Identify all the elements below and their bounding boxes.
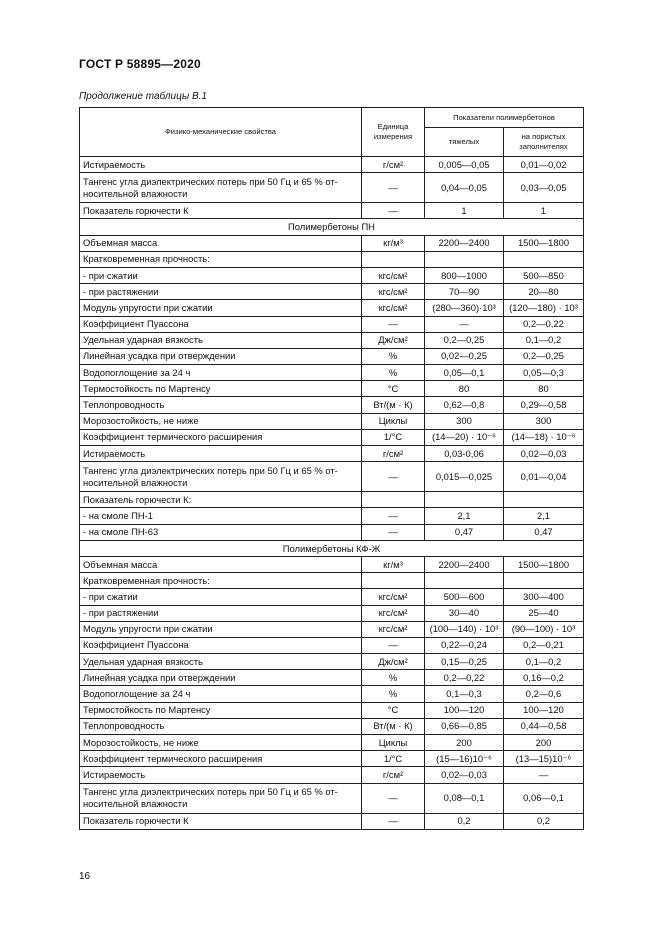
page-number: 16 bbox=[79, 871, 91, 882]
property-name-cell: - при сжатии bbox=[80, 267, 362, 283]
heavy-value-cell: 0,15—0,25 bbox=[425, 654, 504, 670]
heavy-value-cell: 300 bbox=[425, 413, 504, 429]
property-name-cell: Коэффициент Пуассона bbox=[80, 637, 362, 653]
porous-value-cell: 0,03—0,05 bbox=[504, 173, 584, 203]
porous-value-cell: 1500—1800 bbox=[504, 235, 584, 251]
porous-value-cell: 0,2 bbox=[504, 813, 584, 829]
column-header-unit: Единица измерения bbox=[362, 108, 425, 157]
porous-value-cell bbox=[504, 573, 584, 589]
table-row bbox=[80, 203, 584, 219]
unit-cell: г/см² bbox=[362, 157, 425, 173]
property-name-cell: Кратковременная прочность: bbox=[80, 573, 362, 589]
porous-value-cell: 0,29—0,58 bbox=[504, 397, 584, 413]
porous-value-cell: 25—40 bbox=[504, 605, 584, 621]
porous-value-cell: 200 bbox=[504, 735, 584, 751]
property-name-cell: Истираемость bbox=[80, 767, 362, 783]
heavy-value-cell: 80 bbox=[425, 381, 504, 397]
unit-cell: °С bbox=[362, 702, 425, 718]
unit-cell: кгс/см² bbox=[362, 589, 425, 605]
properties-table bbox=[79, 107, 584, 830]
unit-cell: — bbox=[362, 637, 425, 653]
column-header-property: Физико-механические свойства bbox=[80, 108, 362, 157]
property-name-cell: Водопоглощение за 24 ч bbox=[80, 365, 362, 381]
unit-cell: Дж/см² bbox=[362, 332, 425, 348]
porous-value-cell: 300—400 bbox=[504, 589, 584, 605]
unit-cell: кг/м³ bbox=[362, 235, 425, 251]
property-name-cell: Удельная ударная вязкость bbox=[80, 332, 362, 348]
heavy-value-cell: 800—1000 bbox=[425, 267, 504, 283]
table-row bbox=[80, 157, 584, 173]
property-name-cell: Коэффициент термического расширения bbox=[80, 429, 362, 445]
heavy-value-cell: 0,66—0,85 bbox=[425, 718, 504, 734]
unit-cell: — bbox=[362, 316, 425, 332]
unit-cell: 1/°С bbox=[362, 751, 425, 767]
table-row bbox=[80, 492, 584, 508]
property-name-cell: Показатель горючести К: bbox=[80, 492, 362, 508]
table-row bbox=[80, 783, 584, 813]
porous-value-cell: 0,2—0,21 bbox=[504, 637, 584, 653]
porous-value-cell: 20—80 bbox=[504, 284, 584, 300]
table-row bbox=[80, 413, 584, 429]
unit-cell: Циклы bbox=[362, 735, 425, 751]
property-name-cell: - при растяжении bbox=[80, 605, 362, 621]
table-row bbox=[80, 267, 584, 283]
heavy-value-cell: 0,47 bbox=[425, 524, 504, 540]
property-name-cell: Объемная масса bbox=[80, 235, 362, 251]
unit-cell: — bbox=[362, 203, 425, 219]
heavy-value-cell: (14—20) · 10⁻⁶ bbox=[425, 429, 504, 445]
heavy-value-cell: 30—40 bbox=[425, 605, 504, 621]
porous-value-cell: 0,2—0,6 bbox=[504, 686, 584, 702]
porous-value-cell: 100—120 bbox=[504, 702, 584, 718]
table-row bbox=[80, 605, 584, 621]
table-row bbox=[80, 508, 584, 524]
unit-cell: — bbox=[362, 508, 425, 524]
unit-cell: кгс/см² bbox=[362, 605, 425, 621]
table-row bbox=[80, 365, 584, 381]
unit-cell: Дж/см² bbox=[362, 654, 425, 670]
property-name-cell: Морозостойкость, не ниже bbox=[80, 413, 362, 429]
table-row bbox=[80, 462, 584, 492]
heavy-value-cell: 0,1—0,3 bbox=[425, 686, 504, 702]
property-name-cell: Показатель горючести К bbox=[80, 813, 362, 829]
table-row bbox=[80, 670, 584, 686]
table-row bbox=[80, 589, 584, 605]
unit-cell: — bbox=[362, 524, 425, 540]
property-name-cell: Удельная ударная вязкость bbox=[80, 654, 362, 670]
heavy-value-cell: (15—16)10⁻⁶ bbox=[425, 751, 504, 767]
table-row bbox=[80, 235, 584, 251]
porous-value-cell bbox=[504, 251, 584, 267]
porous-value-cell: 0,16—0,2 bbox=[504, 670, 584, 686]
property-name-cell: Кратковременная прочность: bbox=[80, 251, 362, 267]
property-name-cell: Линейная усадка при отверждении bbox=[80, 348, 362, 364]
property-name-cell: Водопоглощение за 24 ч bbox=[80, 686, 362, 702]
unit-cell: 1/°С bbox=[362, 429, 425, 445]
unit-cell: — bbox=[362, 783, 425, 813]
porous-value-cell: 500—850 bbox=[504, 267, 584, 283]
heavy-value-cell: 0,08—0,1 bbox=[425, 783, 504, 813]
table-row bbox=[80, 173, 584, 203]
unit-cell: г/см² bbox=[362, 446, 425, 462]
property-name-cell: Истираемость bbox=[80, 446, 362, 462]
property-name-cell: - на смоле ПН-63 bbox=[80, 524, 362, 540]
table-row bbox=[80, 767, 584, 783]
heavy-value-cell bbox=[425, 251, 504, 267]
table-row bbox=[80, 573, 584, 589]
porous-value-cell: (13—15)10⁻⁶ bbox=[504, 751, 584, 767]
heavy-value-cell: 0,62—0,8 bbox=[425, 397, 504, 413]
table-row bbox=[80, 637, 584, 653]
table-row bbox=[80, 429, 584, 445]
property-name-cell: Коэффициент термического расширения bbox=[80, 751, 362, 767]
heavy-value-cell: 0,03-0,06 bbox=[425, 446, 504, 462]
unit-cell: Вт/(м · К) bbox=[362, 718, 425, 734]
property-name-cell: Показатель горючести К bbox=[80, 203, 362, 219]
heavy-value-cell: 0,02—0,25 bbox=[425, 348, 504, 364]
property-name-cell: Модуль упругости при сжатии bbox=[80, 621, 362, 637]
unit-cell: % bbox=[362, 365, 425, 381]
property-name-cell: Тангенс угла диэлектрических потерь при 50 Гц и 65 % от-носительной влажности bbox=[80, 783, 362, 813]
porous-value-cell: 2,1 bbox=[504, 508, 584, 524]
porous-value-cell: 1 bbox=[504, 203, 584, 219]
porous-value-cell: (14—18) · 10⁻⁶ bbox=[504, 429, 584, 445]
heavy-value-cell: 2,1 bbox=[425, 508, 504, 524]
property-name-cell: Коэффициент Пуассона bbox=[80, 316, 362, 332]
section-title: Полимербетоны ПН bbox=[80, 219, 584, 235]
porous-value-cell: 0,47 bbox=[504, 524, 584, 540]
section-row bbox=[80, 219, 584, 235]
porous-value-cell: (90—100) · 10³ bbox=[504, 621, 584, 637]
unit-cell: Циклы bbox=[362, 413, 425, 429]
table-row bbox=[80, 702, 584, 718]
heavy-value-cell: 0,2—0,25 bbox=[425, 332, 504, 348]
porous-value-cell: 0,2—0,22 bbox=[504, 316, 584, 332]
column-header-group: Показатели полимербетонов bbox=[425, 108, 584, 128]
heavy-value-cell bbox=[425, 492, 504, 508]
table-row bbox=[80, 718, 584, 734]
property-name-cell: Морозостойкость, не ниже bbox=[80, 735, 362, 751]
property-name-cell: - на смоле ПН-1 bbox=[80, 508, 362, 524]
table-row bbox=[80, 332, 584, 348]
property-name-cell: - при растяжении bbox=[80, 284, 362, 300]
table-caption: Продолжение таблицы В.1 bbox=[79, 91, 207, 102]
property-name-cell: Тангенс угла диэлектрических потерь при 50 Гц и 65 % от-носительной влажности bbox=[80, 173, 362, 203]
porous-value-cell: 80 bbox=[504, 381, 584, 397]
porous-value-cell: 0,01—0,04 bbox=[504, 462, 584, 492]
unit-cell bbox=[362, 251, 425, 267]
unit-cell: кгс/см² bbox=[362, 284, 425, 300]
property-name-cell: Теплопроводность bbox=[80, 718, 362, 734]
heavy-value-cell: 2200—2400 bbox=[425, 235, 504, 251]
porous-value-cell: 300 bbox=[504, 413, 584, 429]
heavy-value-cell: 70—90 bbox=[425, 284, 504, 300]
property-name-cell: Объемная масса bbox=[80, 556, 362, 572]
heavy-value-cell: 1 bbox=[425, 203, 504, 219]
unit-cell bbox=[362, 573, 425, 589]
unit-cell: кгс/см² bbox=[362, 267, 425, 283]
table-row bbox=[80, 813, 584, 829]
property-name-cell: Теплопроводность bbox=[80, 397, 362, 413]
property-name-cell: - при сжатии bbox=[80, 589, 362, 605]
unit-cell: % bbox=[362, 686, 425, 702]
unit-cell: Вт/(м · К) bbox=[362, 397, 425, 413]
heavy-value-cell: 500—600 bbox=[425, 589, 504, 605]
heavy-value-cell: 2200—2400 bbox=[425, 556, 504, 572]
unit-cell: — bbox=[362, 173, 425, 203]
table-row bbox=[80, 316, 584, 332]
unit-cell: кгс/см² bbox=[362, 621, 425, 637]
porous-value-cell bbox=[504, 492, 584, 508]
table-row bbox=[80, 381, 584, 397]
unit-cell: — bbox=[362, 813, 425, 829]
table-row bbox=[80, 654, 584, 670]
column-header-porous: на пористых заполнителях bbox=[504, 128, 584, 157]
property-name-cell: Термостойкость по Мартенсу bbox=[80, 381, 362, 397]
porous-value-cell: — bbox=[504, 767, 584, 783]
table-row bbox=[80, 446, 584, 462]
unit-cell: % bbox=[362, 670, 425, 686]
unit-cell: кг/м³ bbox=[362, 556, 425, 572]
table-row bbox=[80, 251, 584, 267]
table-row bbox=[80, 397, 584, 413]
table-row bbox=[80, 735, 584, 751]
table-row bbox=[80, 348, 584, 364]
document-code: ГОСТ Р 58895—2020 bbox=[79, 57, 201, 71]
heavy-value-cell: 0,015—0,025 bbox=[425, 462, 504, 492]
unit-cell: % bbox=[362, 348, 425, 364]
column-header-heavy: тяжелых bbox=[425, 128, 504, 157]
unit-cell: г/см² bbox=[362, 767, 425, 783]
heavy-value-cell bbox=[425, 573, 504, 589]
heavy-value-cell: 0,05—0,1 bbox=[425, 365, 504, 381]
heavy-value-cell: 0,2—0,22 bbox=[425, 670, 504, 686]
porous-value-cell: 0,01—0,02 bbox=[504, 157, 584, 173]
porous-value-cell: 1500—1800 bbox=[504, 556, 584, 572]
porous-value-cell: (120—180) · 10³ bbox=[504, 300, 584, 316]
porous-value-cell: 0,02—0,03 bbox=[504, 446, 584, 462]
heavy-value-cell: 100—120 bbox=[425, 702, 504, 718]
property-name-cell: Истираемость bbox=[80, 157, 362, 173]
table-row bbox=[80, 524, 584, 540]
table-row bbox=[80, 284, 584, 300]
section-row bbox=[80, 540, 584, 556]
unit-cell bbox=[362, 492, 425, 508]
heavy-value-cell: 0,2 bbox=[425, 813, 504, 829]
porous-value-cell: 0,2—0,25 bbox=[504, 348, 584, 364]
heavy-value-cell: (100—140) · 10³ bbox=[425, 621, 504, 637]
porous-value-cell: 0,44—0,58 bbox=[504, 718, 584, 734]
section-title: Полимербетоны КФ-Ж bbox=[80, 540, 584, 556]
porous-value-cell: 0,1—0,2 bbox=[504, 654, 584, 670]
property-name-cell: Термостойкость по Мартенсу bbox=[80, 702, 362, 718]
unit-cell: — bbox=[362, 462, 425, 492]
heavy-value-cell: 0,22—0,24 bbox=[425, 637, 504, 653]
table-row bbox=[80, 556, 584, 572]
table-row bbox=[80, 686, 584, 702]
property-name-cell: Линейная усадка при отверждении bbox=[80, 670, 362, 686]
heavy-value-cell: 0,02—0,03 bbox=[425, 767, 504, 783]
table-row bbox=[80, 300, 584, 316]
porous-value-cell: 0,06—0,1 bbox=[504, 783, 584, 813]
porous-value-cell: 0,05—0,3 bbox=[504, 365, 584, 381]
property-name-cell: Модуль упругости при сжатии bbox=[80, 300, 362, 316]
heavy-value-cell: 200 bbox=[425, 735, 504, 751]
unit-cell: кгс/см² bbox=[362, 300, 425, 316]
heavy-value-cell: 0,005—0,05 bbox=[425, 157, 504, 173]
table-row bbox=[80, 751, 584, 767]
heavy-value-cell: (280—360)·10³ bbox=[425, 300, 504, 316]
heavy-value-cell: — bbox=[425, 316, 504, 332]
unit-cell: °С bbox=[362, 381, 425, 397]
property-name-cell: Тангенс угла диэлектрических потерь при 50 Гц и 65 % от-носительной влажности bbox=[80, 462, 362, 492]
heavy-value-cell: 0,04—0,05 bbox=[425, 173, 504, 203]
table-row bbox=[80, 621, 584, 637]
porous-value-cell: 0,1—0,2 bbox=[504, 332, 584, 348]
table-body bbox=[80, 157, 584, 830]
